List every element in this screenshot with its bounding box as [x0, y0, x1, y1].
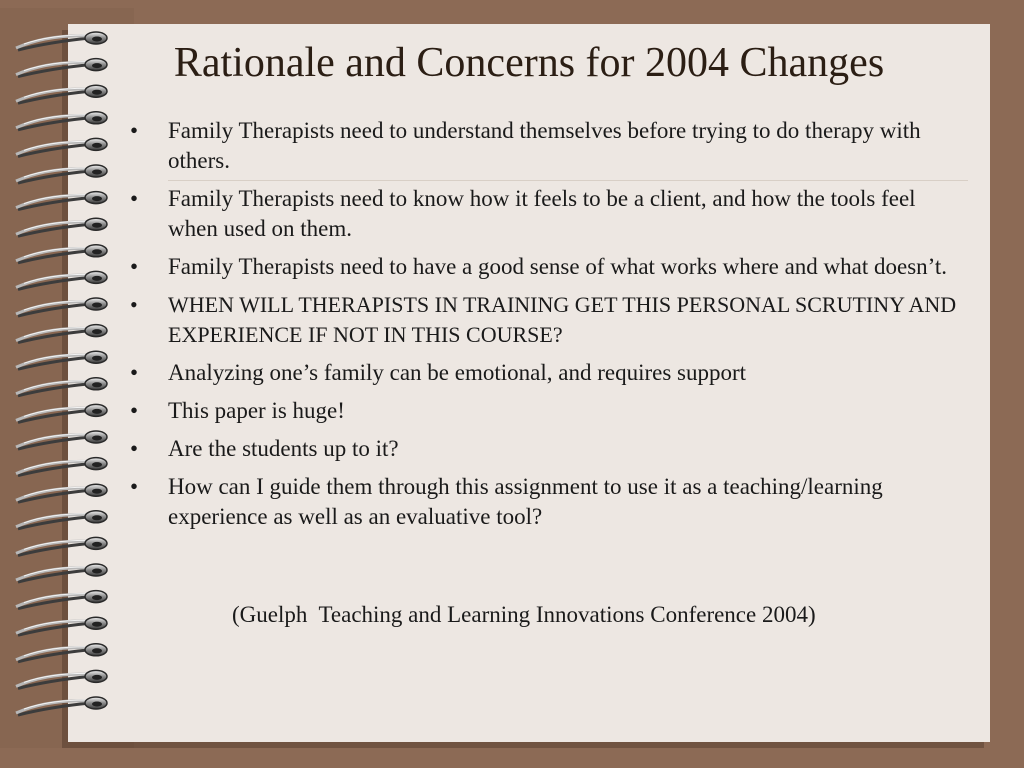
spiral-binding-icon — [0, 0, 140, 768]
bullet-item — [124, 358, 960, 388]
spiral-coil — [16, 218, 107, 236]
bullet-text: How can I guide them through this assignment to use it as a teaching/learning experience as well as an evaluative tool? — [168, 474, 883, 529]
bullet-marker: • — [130, 474, 139, 499]
bullet-text: Family Therapists need to know how it feels to be a client, and how the tools feel when used on them. — [168, 186, 916, 241]
bullet-item — [124, 252, 960, 282]
bullet-marker: • — [130, 254, 139, 279]
spiral-coil — [16, 591, 107, 609]
bullet-item — [124, 434, 960, 464]
bullet-text: Analyzing one’s family can be emotional, and requires support — [168, 360, 747, 385]
spiral-coil — [16, 537, 107, 555]
spiral-coil — [16, 644, 107, 662]
bullet-marker: • — [130, 186, 139, 211]
bullet-text: Family Therapists need to have a good sense of what works where and what doesn’t. — [168, 254, 948, 279]
bullet-item — [124, 290, 960, 350]
spiral-coil — [16, 617, 107, 635]
bullet-marker: • — [130, 398, 139, 423]
bullet-marker: • — [130, 360, 139, 385]
spiral-coil — [16, 564, 107, 582]
spiral-coil — [16, 697, 107, 715]
spiral-coil — [16, 404, 107, 422]
spiral-coil — [16, 245, 107, 263]
bullet-marker: • — [130, 118, 139, 143]
bullet-marker: • — [130, 436, 139, 461]
slide-title: Rationale and Concerns for 2004 Changes — [173, 40, 885, 86]
spiral-coil — [16, 165, 107, 183]
spiral-coil — [16, 351, 107, 369]
spiral-coil — [16, 298, 107, 316]
bullet-item — [124, 184, 960, 244]
spiral-coil — [16, 325, 107, 343]
spiral-coil — [16, 138, 107, 156]
bullet-marker: • — [130, 292, 138, 317]
spiral-coil — [16, 378, 107, 396]
bullet-item — [124, 116, 960, 176]
bullet-text: This paper is huge! — [168, 398, 345, 423]
bullet-list — [124, 116, 960, 540]
spiral-coil — [16, 484, 107, 502]
bullet-text: WHEN WILL THERAPISTS IN TRAINING GET THIS PERSONAL SCRUTINY AND EXPERIENCE IF NOT IN THIS COURSE? — [168, 292, 957, 347]
spiral-coil — [16, 511, 107, 529]
citation: (Guelph Teaching and Learning Innovations Conference 2004) — [232, 602, 816, 627]
spiral-coil — [16, 192, 107, 210]
spiral-coil — [16, 458, 107, 476]
bullet-item — [124, 472, 960, 532]
spiral-coil — [16, 271, 107, 289]
bullet-text: Family Therapists need to understand themselves before trying to do therapy with others. — [168, 118, 921, 173]
spiral-coil — [16, 431, 107, 449]
bullet-item — [124, 396, 960, 426]
spiral-coil — [16, 670, 107, 688]
bullet-text: Are the students up to it? — [168, 436, 399, 461]
spiral-coil — [16, 112, 107, 130]
